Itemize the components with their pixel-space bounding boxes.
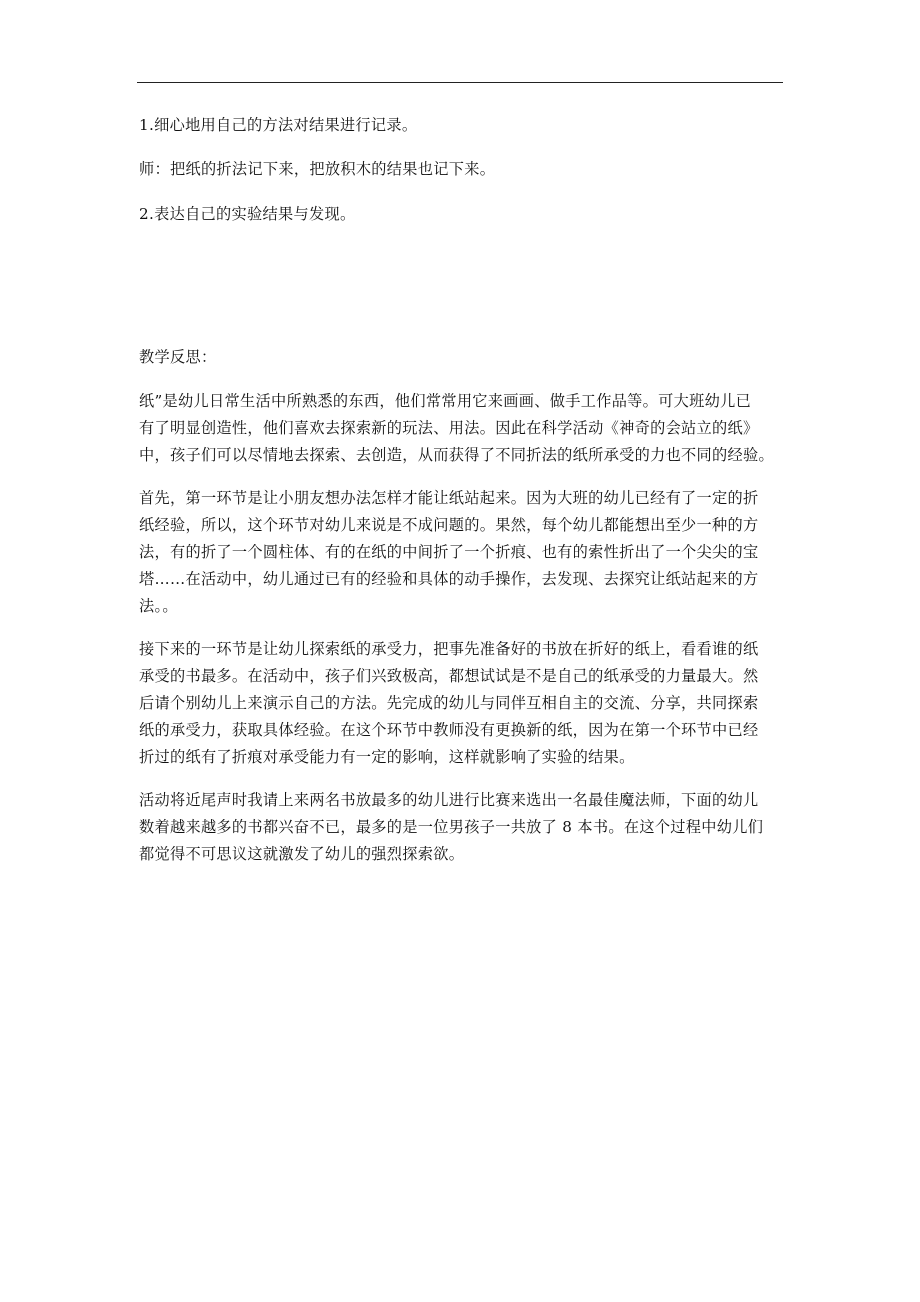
reflection-paragraph-4 (139, 787, 787, 868)
reflection-paragraph-2 (139, 485, 787, 620)
step-2: 2.表达自己的实验结果与发现。 (139, 205, 356, 223)
paragraph-line: 承受的书最多。在活动中，孩子们兴致极高，都想试试是不是自己的纸承受的力量最大。然 (139, 667, 759, 685)
reflection-heading: 教学反思： (139, 348, 217, 366)
paragraph-line: 法。。 (139, 597, 178, 615)
header-rule (137, 82, 783, 83)
paragraph-line: 首先，第一环节是让小朋友想办法怎样才能让纸站起来。因为大班的幼儿已经有了一定的折 (139, 489, 759, 507)
reflection-paragraph-1 (139, 388, 787, 469)
paragraph-line: 纸的承受力，获取具体经验。在这个环节中教师没有更换新的纸，因为在第一个环节中已经 (139, 721, 759, 739)
paragraph-line: 都觉得不可思议这就激发了幼儿的强烈探索欲。 (139, 845, 465, 863)
teacher-note: 师：把纸的折法记下来，把放积木的结果也记下来。 (139, 160, 496, 178)
paragraph-line: 塔……在活动中，幼儿通过已有的经验和具体的动手操作，去发现、去探究让纸站起来的方 (139, 570, 759, 588)
paragraph-line: 法，有的折了一个圆柱体、有的在纸的中间折了一个折痕、也有的索性折出了一个尖尖的宝 (139, 543, 759, 561)
paragraph-line: 后请个别幼儿上来演示自己的方法。先完成的幼儿与同伴互相自主的交流、分享，共同探索 (139, 694, 759, 712)
paragraph-line: 有了明显创造性，他们喜欢去探索新的玩法、用法。因此在科学活动《神奇的会站立的纸》 (139, 419, 759, 437)
paragraph-line: 接下来的一环节是让幼儿探索纸的承受力，把事先准备好的书放在折好的纸上，看看谁的纸 (139, 640, 759, 658)
paragraph-line: 纸”是幼儿日常生活中所熟悉的东西，他们常常用它来画画、做手工作品等。可大班幼儿已 (139, 392, 752, 410)
step-1: 1.细心地用自己的方法对结果进行记录。 (139, 116, 418, 134)
document-body (139, 112, 787, 868)
paragraph-line: 中，孩子们可以尽情地去探索、去创造，从而获得了不同折法的纸所承受的力也不同的经验。 (139, 446, 774, 464)
paragraph-line: 活动将近尾声时我请上来两名书放最多的幼儿进行比赛来选出一名最佳魔法师，下面的幼儿 (139, 791, 759, 809)
paragraph-line: 纸经验，所以，这个环节对幼儿来说是不成问题的。果然，每个幼儿都能想出至少一种的方 (139, 516, 759, 534)
paragraph-line: 数着越来越多的书都兴奋不已，最多的是一位男孩子一共放了 8 本书。在这个过程中幼儿们 (139, 818, 764, 836)
paragraph-line: 折过的纸有了折痕对承受能力有一定的影响，这样就影响了实验的结果。 (139, 748, 635, 766)
reflection-paragraph-3 (139, 636, 787, 771)
